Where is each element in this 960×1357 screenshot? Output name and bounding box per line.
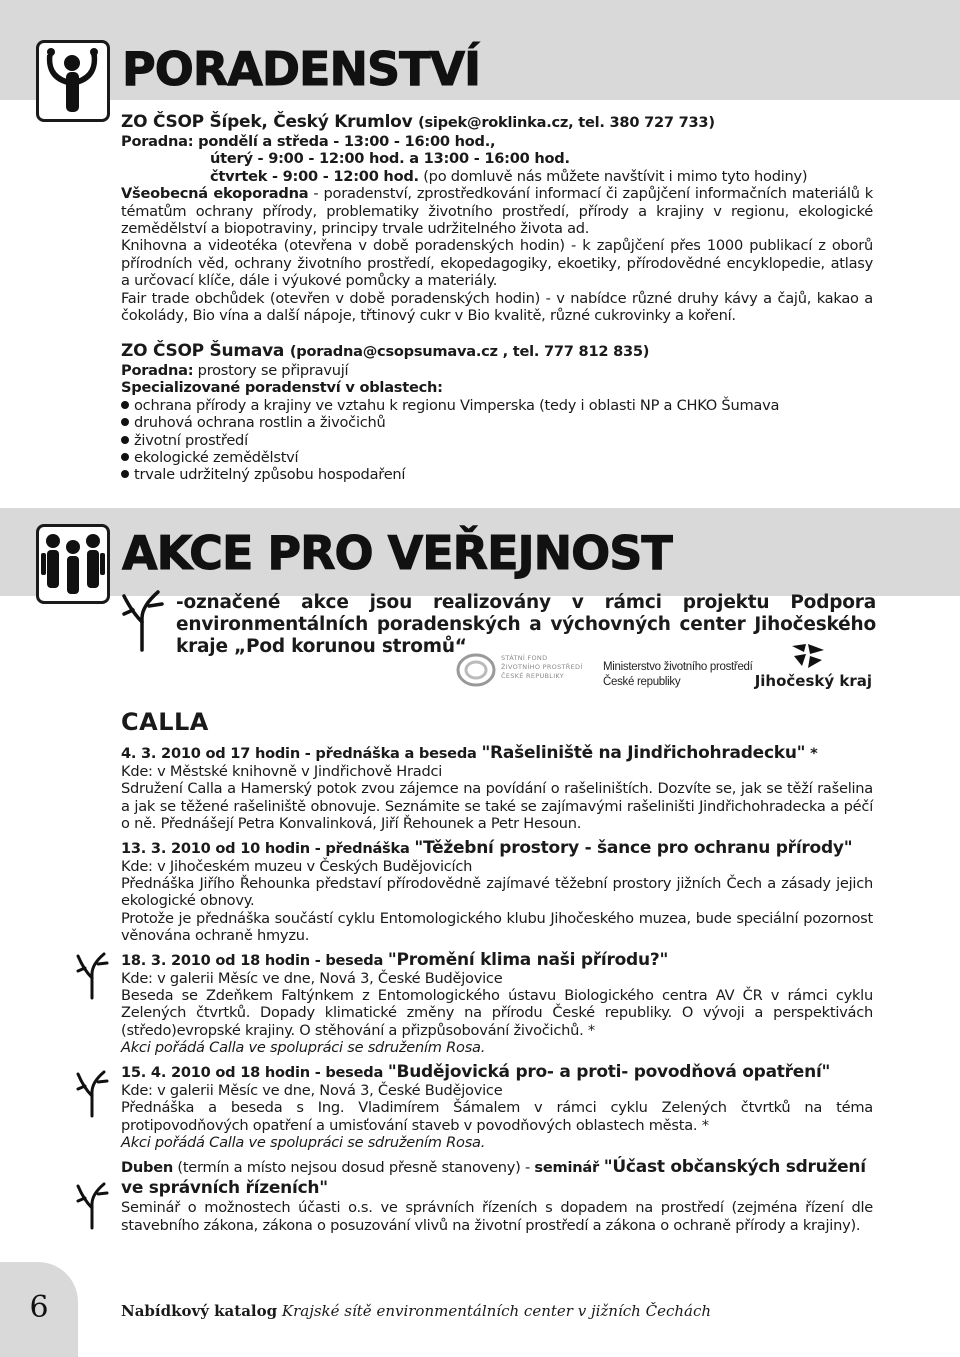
event-title: 15. 4. 2010 od 18 hodin - beseda "Budějovická pro- a proti- povodňová opatření" (121, 1061, 831, 1082)
event-item (121, 951, 873, 1057)
bullet-icon (121, 401, 129, 409)
bullet-icon (121, 418, 129, 426)
hours-note: (po domluvě nás můžete navštívit i mimo tyto hodiny) (423, 167, 808, 185)
ministry-logo: Ministerstvo životního prostředí České republiky (603, 661, 753, 688)
counseling-icon (36, 40, 110, 122)
event-place: Kde: v Městské knihovně v Jindřichově Hradci (121, 763, 443, 780)
hours-line (121, 133, 873, 150)
bullet-icon (121, 470, 129, 478)
tree-icon (72, 950, 112, 1000)
event-text: Přednáška Jiřího Řehounka představí přírodovědně zajímavé těžební prostory jižních Čech a zásady jejich ekologické obnovy. (121, 875, 873, 910)
org-sumava (121, 341, 873, 484)
org-name: ZO ČSOP Šumava (121, 341, 285, 361)
section-title: AKCE PRO VEŘEJNOST (122, 526, 672, 580)
list-item: životní prostředí (121, 432, 873, 449)
org-header (121, 341, 873, 362)
event-item (121, 744, 873, 833)
event-title: 4. 3. 2010 od 17 hodin - přednáška a beseda "Rašeliniště na Jindřichohradecku" * (121, 743, 818, 763)
list-item: trvale udržitelný způsobu hospodaření (121, 466, 873, 483)
event-place: Kde: v Jihočeském muzeu v Českých Budějovicích (121, 857, 473, 875)
event-text: Přednáška a beseda s Ing. Vladimírem Šámalem v rámci cyklu Zelených čtvrtků na téma protipovodňových opatření a umisťování staveb v povodňových oblastech města. * (121, 1099, 873, 1134)
ekoporadna-lead: Všeobecná ekoporadna (121, 185, 309, 203)
bullet-icon (121, 436, 129, 444)
org-contact: (sipek@roklinka.cz, tel. 380 727 733) (418, 114, 715, 131)
list-item: ochrana přírody a krajiny ve vztahu k regionu Vimperska (tedy i oblasti NP a CHKO Šumava (121, 397, 873, 414)
event-place: Kde: v galerii Měsíc ve dne, Nová 3, České Budějovice (121, 1081, 503, 1099)
event-text: Seminář o možnostech účasti o.s. ve správních řízeních s dopadem na prostředí (zejména řízení dle stavebního zákona, zákona o posuzování vlivů na životní prostředí a zákona o ochraně přírody a krajiny). (121, 1199, 873, 1234)
event-place: Kde: v galerii Měsíc ve dne, Nová 3, České Budějovice (121, 969, 503, 987)
project-intro: -označené akce jsou realizovány v rámci projektu Podpora environmentálních poradenských a výchovných center Jihočeského kraje „Pod korunou stromů“ (176, 592, 876, 657)
tree-icon (118, 586, 168, 652)
event-item (121, 1157, 873, 1234)
event-item (121, 839, 873, 945)
org-header (121, 112, 873, 133)
special-label: Specializované poradenství v oblastech: (121, 379, 443, 397)
region-emblem-icon (790, 642, 826, 670)
poradna-label: Poradna: (121, 362, 194, 379)
ekoporadna-text: - poradenství, zprostředkování informací či zapůjčení informačních materiálů k tématům ochrany přírody, problematiky životního prostředí, přírody a krajiny v regionu, ekologické zemědělství a biopotraviny, principy trvale udržitelného života ad. (121, 185, 873, 238)
paragraph-fairtrade: Fair trade obchůdek (otevřen v době poradenských hodin) - v nabídce různé druhy kávy a čajů, kakao a čokolády, Bio vína a další nápoje, třtinový cukr v Bio kvalitě, různé cukrovinky a koření. (121, 289, 873, 325)
event-item (121, 1063, 873, 1152)
footer-catalog: Nabídkový katalog Krajské sítě environmentálních center v jižních Čechách (121, 1302, 712, 1320)
org-title: CALLA (121, 708, 209, 736)
event-text-2: Protože je přednáška součástí cyklu Entomologického klubu Jihočeského muzea, bude speciální pozornost věnována ochraně hmyzu. (121, 909, 873, 945)
event-title: 18. 3. 2010 od 18 hodin - beseda "Promění klima naši přírodu?" (121, 949, 669, 970)
region-name: Jihočeský kraj (754, 672, 872, 690)
page-title: PORADENSTVÍ (122, 42, 481, 96)
hours-3-line (121, 168, 873, 185)
state-fund-logo (455, 650, 585, 690)
event-title: Duben (termín a místo nejsou dosud přesně stanoveny) - seminář "Účast občanských sdružení ve správních řízeních" (121, 1157, 866, 1199)
bullet-icon (121, 453, 129, 461)
list-item: ekologické zemědělství (121, 449, 873, 466)
hours-3: čtvrtek - 9:00 - 12:00 hod. (210, 167, 419, 185)
event-title: 13. 3. 2010 od 10 hodin - přednáška "Těžební prostory - šance pro ochranu přírody" (121, 837, 853, 858)
fund-emblem-icon (455, 650, 497, 690)
poradna-text: prostory se připravují (193, 362, 349, 379)
event-note: Akci pořádá Calla ve spolupráci se sdružením Rosa. (121, 1039, 486, 1057)
paragraph-library: Knihovna a videotéka (otevřena v době poradenských hodin) - k zapůjčení přes 1000 publikací z oborů přírodních věd, ochrany životního prostředí, ekopedagogiky, ekoetiky, přírodovědné encyklopedie, atlasy a určovací klíče, dále i výukové pomůcky a materiály. (121, 237, 873, 290)
fund-text: STÁTNÍ FOND ŽIVOTNÍHO PROSTŘEDÍ ČESKÉ REPUBLIKY (501, 654, 583, 680)
event-list (121, 744, 873, 1234)
paragraph-ekoporadna (121, 185, 873, 237)
event-text: Beseda se Zdeňkem Faltýnkem z Entomologického ústavu Biologického centra AV ČR v rámci cyklu Zelených čtvrtků. Dopady klimatické změny na přírodu České republiky. O vývoji a perspektivách (středo)evropské krajiny. O stěhování a přizpůsobování živočichů. * (121, 987, 873, 1039)
list-item: druhová ochrana rostlin a živočichů (121, 414, 873, 431)
page-number: 6 (29, 1290, 49, 1325)
region-logo (754, 642, 872, 692)
event-text: Sdružení Calla a Hamerský potok zvou zájemce na povídání o rašeliništích. Dozvíte se, jak se těží rašelina a jak se těžené rašeliniště obnovuje. Seznámite se také se zajímavými rašeliništi Jindřichohradecka a péčí o ně. Přednášejí Petra Konvalinková, Jiří Řehounek a Petr Hesoun. (121, 780, 873, 833)
hours-1: pondělí a středa - 13:00 - 16:00 hod., (198, 133, 496, 150)
tree-icon (72, 1180, 112, 1230)
hours-label: Poradna: (121, 133, 194, 150)
org-contact: (poradna@csopsumava.cz , tel. 777 812 835) (289, 343, 650, 360)
event-note: Akci pořádá Calla ve spolupráci se sdružením Rosa. (121, 1133, 486, 1151)
org-sipek (121, 112, 873, 324)
people-group-icon (36, 524, 110, 604)
org-name: ZO ČSOP Šípek, Český Krumlov (121, 112, 413, 132)
hours-2: úterý - 9:00 - 12:00 hod. a 13:00 - 16:00 hod. (210, 150, 570, 168)
poradna-line (121, 362, 873, 379)
tree-icon (72, 1068, 112, 1118)
